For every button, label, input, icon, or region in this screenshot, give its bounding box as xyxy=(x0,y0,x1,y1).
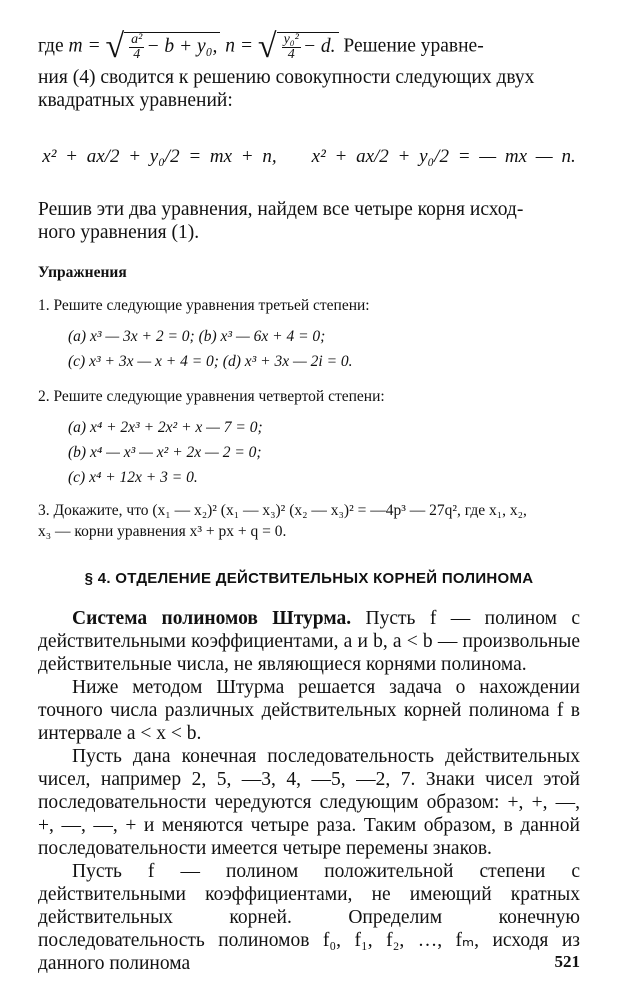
m-radicand: $\frac{\text{a²}}{4}$ − b + y₀, xyxy=(124,32,220,62)
equation-right: x² + ax/2 + y₀/2 = — mx — n. xyxy=(311,146,576,167)
paragraph-sturm xyxy=(38,607,580,676)
exercise-2-a: (a) x⁴ + 2x³ + 2x² + x — 7 = 0; xyxy=(68,419,263,436)
exercise-2-c: (c) x⁴ + 12x + 3 = 0. xyxy=(68,469,198,486)
exercises xyxy=(38,262,580,542)
top-paragraph xyxy=(38,28,580,112)
text-line: ния (4) сводится к решению совокупности следующих двух xyxy=(38,67,535,88)
n-radicand: $\frac{\text{y₀²}}{4}$ − d. xyxy=(277,32,339,62)
body-text xyxy=(38,607,580,975)
paragraph-polynomial: Пусть f — полином положительной степени с действительными коэффициентами, не имеющий кратных действительных корней. Определим конечную последовательность полиномов f₀, f₁, f₂, …, fₘ, исходя из данного полинома xyxy=(38,861,580,974)
exercise-1-cd: (c) x³ + 3x — x + 4 = 0; (d) x³ + 3x — 2i = 0. xyxy=(68,353,353,370)
page-number: 521 xyxy=(554,952,580,971)
text-gde: где xyxy=(38,35,64,57)
n-equals: n = xyxy=(225,35,254,57)
exercise-1-title: 1. Решите следующие уравнения третьей степени: xyxy=(38,297,370,314)
equation-left: x² + ax/2 + y₀/2 = mx + n, xyxy=(42,146,277,167)
display-equation xyxy=(38,145,580,168)
text-line: Решив эти два уравнения, найдем все четыре корня исход- xyxy=(38,199,524,220)
exercises-heading: Упражнения xyxy=(38,264,127,281)
exercise-2-b: (b) x⁴ — x³ — x² + 2x — 2 = 0; xyxy=(68,444,262,461)
text-line: квадратных уравнений: xyxy=(38,90,233,111)
solve-paragraph xyxy=(38,198,580,244)
exercise-1-ab: (a) x³ — 3x + 2 = 0; (b) x³ — 6x + 4 = 0; xyxy=(68,328,326,345)
text-reshenie: Решение уравне- xyxy=(343,35,484,57)
m-equals: m = xyxy=(68,35,101,57)
sturm-heading: Система полиномов Штурма. xyxy=(72,608,352,629)
exercise-3-line2: x₃ — корни уравнения x³ + px + q = 0. xyxy=(38,523,287,540)
paragraph-method: Ниже методом Штурма решается задача о нахождении точного числа различных действительных корней полинома f в интервале a < x < b. xyxy=(38,677,580,744)
text-line: ного уравнения (1). xyxy=(38,222,200,243)
exercise-3-line1: 3. Докажите, что (x₁ — x₂)² (x₁ — x₃)² (x₂ — x₃)² = —4p³ — 27q², где x₁, x₂, xyxy=(38,502,527,519)
radical-line xyxy=(38,28,580,65)
sturm-text: Пусть f — полином с действительными коэффициентами, a и b, a < b — произвольные действительные числа, не являющиеся корнями полинома. xyxy=(38,608,580,675)
exercise-2-title: 2. Решите следующие уравнения четвертой степени: xyxy=(38,388,385,405)
n-fraction: $\frac{\text{y₀²}}{4}$ xyxy=(283,32,299,62)
paragraph-sequence: Пусть дана конечная последовательность действительных чисел, например 2, 5, —3, 4, —5, —2, 7. Знаки чисел этой последовательности чередуются следующим образом: +, +, —, +, —, —, + и меняются четыре раза. Таким образом, в данной последовательности имеется четыре перемены знаков. xyxy=(38,746,580,859)
sqrt-icon: √ xyxy=(105,28,125,65)
sqrt-icon: √ xyxy=(257,28,277,65)
m-fraction: $\frac{\text{a²}}{4}$ xyxy=(131,32,143,62)
section-heading: § 4. ОТДЕЛЕНИЕ ДЕЙСТВИТЕЛЬНЫХ КОРНЕЙ ПОЛИНОМА xyxy=(84,570,534,587)
